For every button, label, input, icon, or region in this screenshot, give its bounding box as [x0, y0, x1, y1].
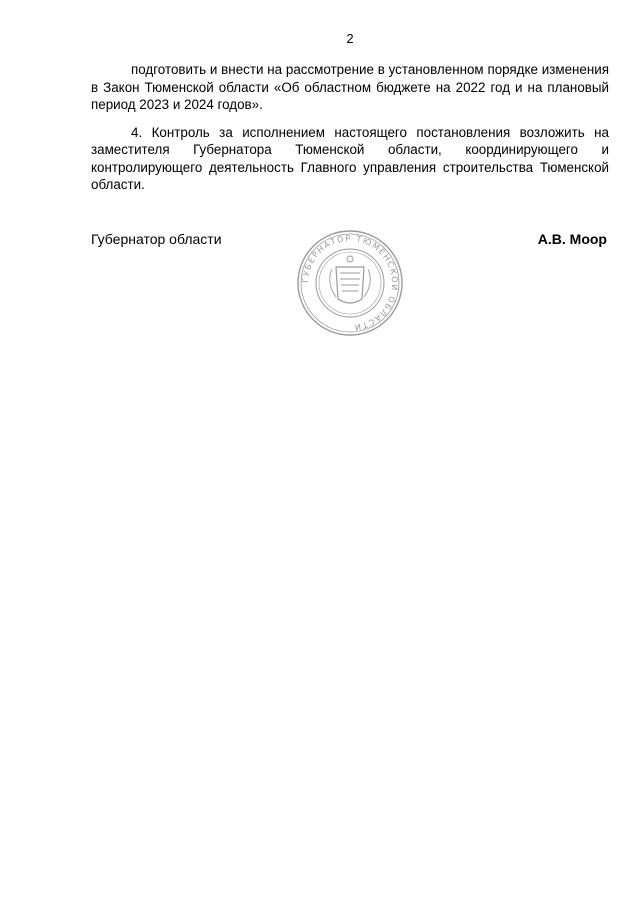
paragraph: подготовить и внести на рассмотрение в установленном порядке изменения в Закон Тюменской области «Об областном бюджете на 2022 год и на плановый период 2023 и 2024 годов». — [91, 62, 609, 112]
signatory-name: А.В. Моор — [537, 231, 607, 247]
page-number: 2 — [346, 31, 354, 46]
seal-ring-text: ГУБЕРНАТОР ТЮМЕНСКОЙ ОБЛАСТИ — [300, 233, 400, 332]
document-body — [91, 61, 609, 204]
paragraph: 4. Контроль за исполнением настоящего постановления возложить на заместителя Губернатора Тюменской области, координирующего и контролирующего деятельность Главного управления строительства Тюменской области. — [91, 124, 609, 192]
official-seal-icon — [296, 229, 404, 337]
signatory-position: Губернатор области — [91, 231, 222, 247]
